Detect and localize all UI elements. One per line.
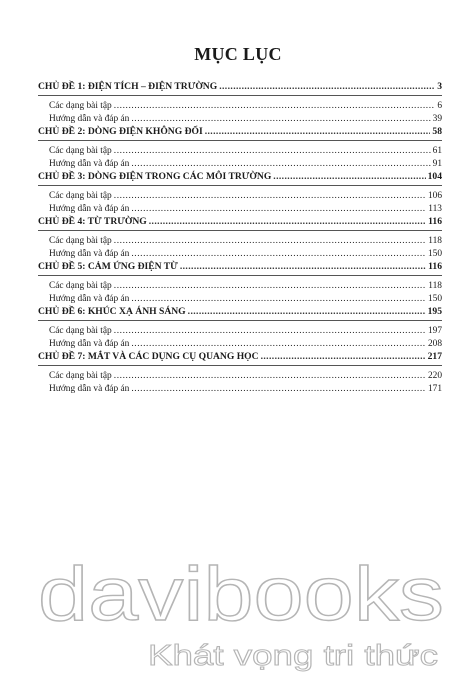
section-page-number: 208 bbox=[427, 338, 442, 349]
watermark-slogan: Khát vọng tri thức bbox=[148, 640, 438, 672]
dot-leader bbox=[188, 305, 426, 319]
toc-chapter bbox=[38, 350, 442, 395]
section-title: Hướng dẫn và đáp án bbox=[49, 203, 130, 214]
section-entry[interactable] bbox=[38, 338, 442, 351]
section-title: Hướng dẫn và đáp án bbox=[49, 158, 130, 169]
dot-leader bbox=[114, 190, 426, 203]
chapter-title: CHỦ ĐỀ 2: DÒNG ĐIỆN KHÔNG ĐỔI bbox=[38, 126, 203, 137]
divider bbox=[38, 140, 442, 141]
chapter-page-number: 58 bbox=[432, 126, 442, 137]
chapter-page-number: 116 bbox=[428, 216, 442, 227]
section-entry[interactable] bbox=[38, 145, 442, 158]
chapter-title: CHỦ ĐỀ 6: KHÚC XẠ ÁNH SÁNG bbox=[38, 306, 186, 317]
section-entry[interactable] bbox=[38, 203, 442, 216]
section-title: Hướng dẫn và đáp án bbox=[49, 383, 130, 394]
section-page-number: 220 bbox=[427, 371, 442, 381]
section-page-number: 39 bbox=[432, 113, 442, 124]
toc-chapter bbox=[38, 80, 442, 125]
chapter-page-number: 3 bbox=[437, 81, 442, 92]
section-entry[interactable] bbox=[38, 325, 442, 338]
page-title: MỤC LỤC bbox=[194, 44, 282, 64]
chapter-page-number: 116 bbox=[428, 261, 442, 272]
section-page-number: 150 bbox=[427, 248, 442, 259]
chapter-entry[interactable] bbox=[38, 170, 442, 184]
dot-leader bbox=[114, 145, 431, 158]
davibooks-watermark bbox=[36, 548, 446, 678]
divider bbox=[38, 185, 442, 186]
section-entry[interactable] bbox=[38, 370, 442, 383]
chapter-title: CHỦ ĐỀ 5: CẢM ỨNG ĐIỆN TỪ bbox=[38, 261, 178, 272]
section-entry[interactable] bbox=[38, 113, 442, 126]
section-entry[interactable] bbox=[38, 190, 442, 203]
dot-leader bbox=[180, 260, 426, 274]
dot-leader bbox=[114, 370, 426, 383]
section-page-number: 113 bbox=[428, 203, 442, 214]
chapter-entry[interactable] bbox=[38, 260, 442, 274]
section-title: Các dạng bài tập bbox=[49, 191, 112, 201]
chapter-title: CHỦ ĐỀ 1: ĐIỆN TÍCH – ĐIỆN TRƯỜNG bbox=[38, 81, 218, 92]
section-title: Các dạng bài tập bbox=[49, 371, 112, 381]
section-entry[interactable] bbox=[38, 158, 442, 171]
toc-chapter bbox=[38, 125, 442, 170]
section-title: Các dạng bài tập bbox=[49, 146, 112, 156]
chapter-page-number: 195 bbox=[427, 306, 442, 317]
dot-leader bbox=[273, 170, 425, 184]
dot-leader bbox=[131, 383, 426, 396]
chapter-entry[interactable] bbox=[38, 215, 442, 229]
toc-chapter bbox=[38, 305, 442, 350]
section-page-number: 61 bbox=[432, 146, 442, 156]
divider bbox=[38, 320, 442, 321]
toc-chapter bbox=[38, 260, 442, 305]
dot-leader bbox=[131, 203, 426, 216]
section-title: Hướng dẫn và đáp án bbox=[49, 293, 130, 304]
chapter-title: CHỦ ĐỀ 3: DÒNG ĐIỆN TRONG CÁC MÔI TRƯỜNG bbox=[38, 171, 272, 182]
toc-chapter bbox=[38, 170, 442, 215]
section-entry[interactable] bbox=[38, 248, 442, 261]
divider bbox=[38, 365, 442, 366]
section-title: Hướng dẫn và đáp án bbox=[49, 248, 130, 259]
chapter-page-number: 104 bbox=[427, 171, 442, 182]
watermark-brand: davibooks bbox=[38, 552, 444, 637]
dot-leader bbox=[261, 350, 426, 364]
dot-leader bbox=[219, 80, 435, 94]
dot-leader bbox=[131, 338, 426, 351]
section-page-number: 171 bbox=[427, 383, 442, 394]
section-title: Các dạng bài tập bbox=[49, 236, 112, 246]
section-entry[interactable] bbox=[38, 293, 442, 306]
section-page-number: 150 bbox=[427, 293, 442, 304]
dot-leader bbox=[114, 280, 427, 293]
chapter-entry[interactable] bbox=[38, 350, 442, 364]
section-page-number: 106 bbox=[427, 191, 442, 201]
dot-leader bbox=[114, 325, 426, 338]
section-title: Các dạng bài tập bbox=[49, 281, 112, 291]
chapter-entry[interactable] bbox=[38, 125, 442, 139]
table-of-contents bbox=[38, 80, 442, 395]
section-title: Các dạng bài tập bbox=[49, 101, 112, 111]
chapter-page-number: 217 bbox=[427, 351, 442, 362]
dot-leader bbox=[131, 113, 430, 126]
dot-leader bbox=[131, 293, 426, 306]
section-page-number: 197 bbox=[427, 326, 442, 336]
section-entry[interactable] bbox=[38, 100, 442, 113]
divider bbox=[38, 275, 442, 276]
section-title: Hướng dẫn và đáp án bbox=[49, 338, 130, 349]
section-title: Các dạng bài tập bbox=[49, 326, 112, 336]
section-page-number: 6 bbox=[437, 101, 442, 111]
section-title: Hướng dẫn và đáp án bbox=[49, 113, 130, 124]
section-entry[interactable] bbox=[38, 235, 442, 248]
dot-leader bbox=[149, 215, 426, 229]
divider bbox=[38, 95, 442, 96]
dot-leader bbox=[205, 125, 431, 139]
divider bbox=[38, 230, 442, 231]
chapter-title: CHỦ ĐỀ 7: MẮT VÀ CÁC DỤNG CỤ QUANG HỌC bbox=[38, 351, 259, 362]
chapter-entry[interactable] bbox=[38, 80, 442, 94]
dot-leader bbox=[131, 158, 430, 171]
chapter-entry[interactable] bbox=[38, 305, 442, 319]
section-page-number: 118 bbox=[428, 236, 442, 246]
section-entry[interactable] bbox=[38, 280, 442, 293]
dot-leader bbox=[114, 235, 427, 248]
toc-chapter bbox=[38, 215, 442, 260]
dot-leader bbox=[131, 248, 426, 261]
section-entry[interactable] bbox=[38, 383, 442, 396]
section-page-number: 118 bbox=[428, 281, 442, 291]
chapter-title: CHỦ ĐỀ 4: TỪ TRƯỜNG bbox=[38, 216, 147, 227]
section-page-number: 91 bbox=[432, 158, 442, 169]
dot-leader bbox=[114, 100, 436, 113]
